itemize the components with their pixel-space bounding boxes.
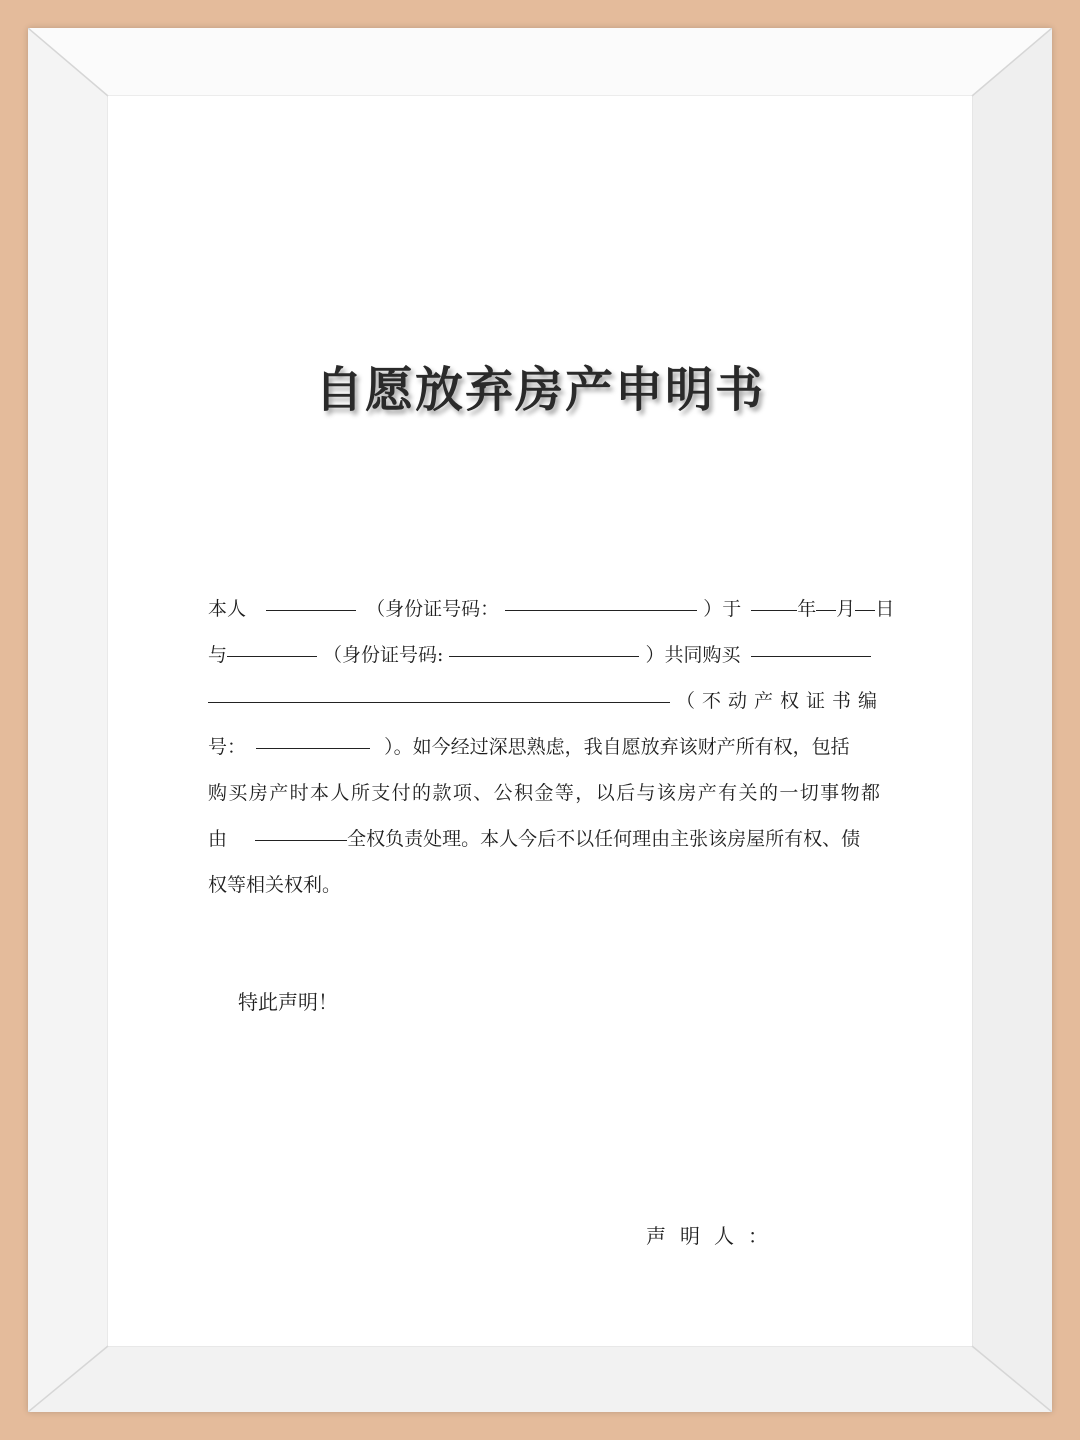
name-blank[interactable] [266,609,356,611]
closing-statement: 特此声明！ [238,990,338,1014]
day-blank[interactable] [855,609,875,611]
paragraph-line-7: 权等相关权利。 [208,874,342,896]
certificate-number-blank[interactable] [256,747,370,749]
property-blank[interactable] [751,655,871,657]
paragraph-line-1 [208,586,895,632]
text-id-label-2: （身份证号码: [323,644,444,666]
property-address-blank[interactable] [208,701,670,703]
document-page [108,96,972,1346]
text-full-authority: 全权负责处理。本人今后不以任何理由主张该房屋所有权、债 [347,828,861,850]
paragraph-line-4 [208,724,880,770]
picture-frame [28,28,1052,1412]
paragraph-line-2 [208,632,880,678]
text-renounce: ）。如今经过深思熟虑，我自愿放弃该财产所有权，包括 [384,736,850,758]
text-number: 号： [208,736,247,758]
text-with: 与 [208,644,228,666]
signer-label: 声明人： [646,1224,782,1248]
paragraph-line-6 [208,816,880,862]
responsible-party-blank[interactable] [255,839,347,841]
text-on: ）于 [703,598,742,620]
text-certificate-label: （不动产权证书编 [676,690,885,712]
document-title: 自愿放弃房产申明书 [314,362,765,418]
co-buyer-name-blank[interactable] [227,655,317,657]
year-blank[interactable] [751,609,797,611]
declaration-paragraph [208,586,895,908]
text-id-label: （身份证号码： [366,598,500,620]
co-buyer-id-blank[interactable] [449,655,639,657]
month-blank[interactable] [816,609,836,611]
text-by: 由 [208,828,228,850]
paragraph-line-5: 购买房产时本人所支付的款项、公积金等，以后与该房产有关的一切事物都 [208,782,880,804]
text-self: 本人 [208,598,247,620]
text-day: 日 [875,598,895,620]
text-year: 年 [797,598,817,620]
text-jointly-purchased: ）共同购买 [645,644,741,666]
id-number-blank[interactable] [505,609,697,611]
paragraph-line-3 [208,678,885,724]
text-month: 月 [836,598,856,620]
